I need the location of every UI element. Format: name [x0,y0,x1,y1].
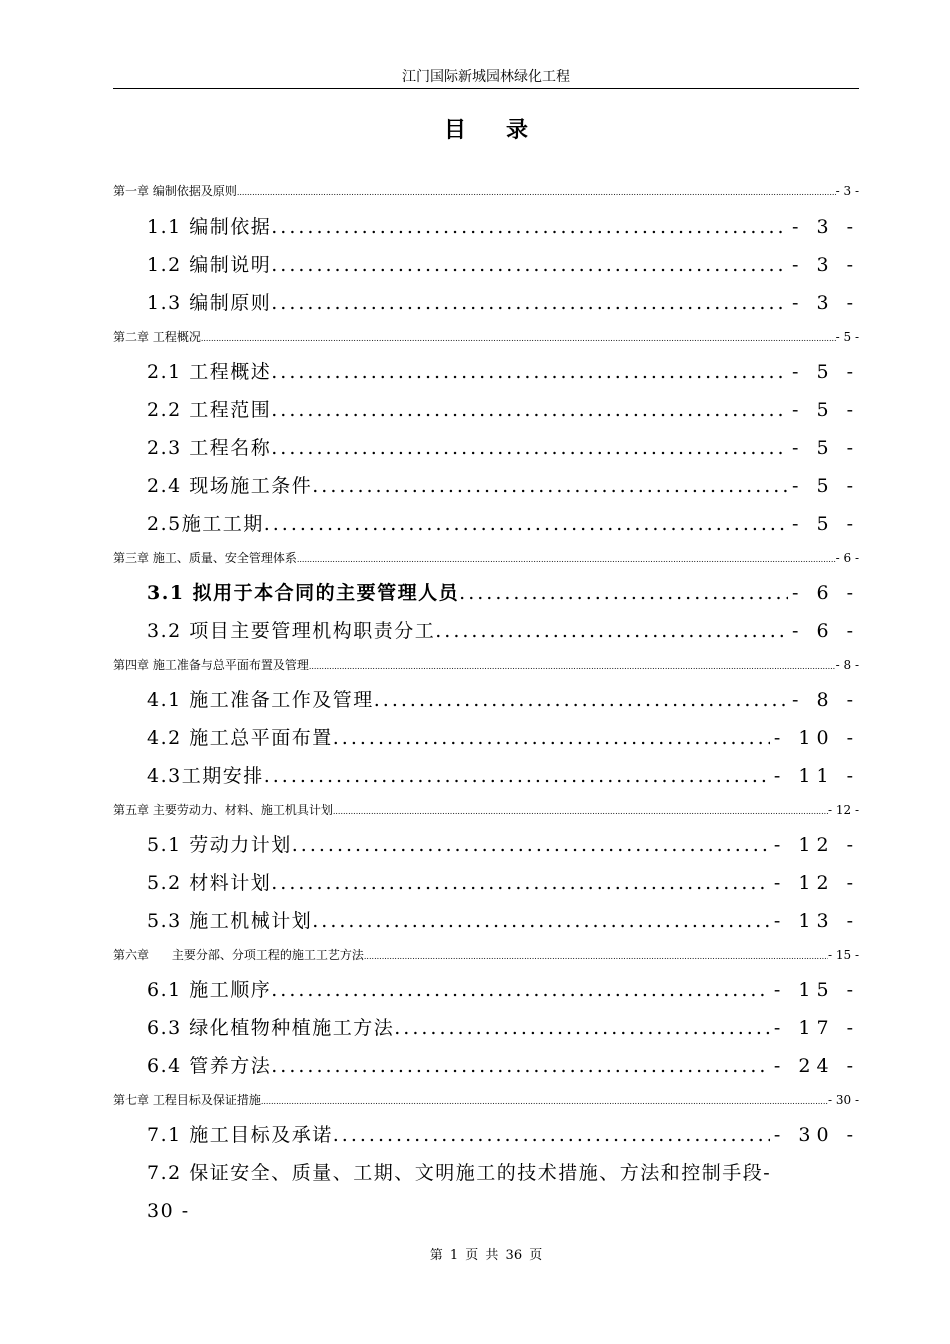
dot-leader [271,395,788,425]
toc-page: - 15 - [827,948,859,962]
toc-page: - 24 - [773,1055,859,1077]
toc-page: - 5 - [791,513,859,535]
toc-label: 2.3 工程名称 [147,437,272,459]
toc-chapter-1[interactable] [113,182,859,200]
dot-leader [264,509,788,539]
toc-page: - 11 - [773,765,859,787]
toc-label: 第二章 工程概况 [113,330,201,344]
dot-leader [364,946,828,966]
toc-page: - 12 - [773,834,859,856]
toc-page: - 3 - [791,254,859,276]
toc-page: - 13 - [773,910,859,932]
dot-leader [271,433,788,463]
toc-label: 3.2 项目主要管理机构职责分工 [147,620,436,642]
toc-label: 第六章 主要分部、分项工程的施工工艺方法 [113,948,364,962]
toc-chapter-5[interactable] [113,801,859,819]
dot-leader [271,357,788,387]
dot-leader [333,723,770,753]
toc-chapter-6[interactable] [113,946,859,964]
toc-page: - 5 - [791,437,859,459]
toc-page: - 8 - [835,658,859,672]
toc-section-5-3[interactable] [147,906,859,936]
toc-section-6-3[interactable] [147,1013,859,1043]
toc-page: - 3 - [791,216,859,238]
toc-chapter-2[interactable] [113,328,859,346]
toc-section-2-2[interactable] [147,395,859,425]
toc-section-2-4[interactable] [147,471,859,501]
toc-page: - 6 - [791,620,859,642]
dot-leader [374,685,788,715]
dot-leader [297,549,836,569]
toc-label: 第五章 主要劳动力、材料、施工机具计划 [113,803,333,817]
toc-page: - 12 - [773,872,859,894]
toc-label: 6.4 管养方法 [147,1055,272,1077]
dot-leader [309,656,836,676]
toc-label: 5.1 劳动力计划 [147,834,292,856]
page-header: 江门国际新城园林绿化工程 [402,69,570,85]
toc-title: 目录 [443,117,568,143]
toc-label: 2.1 工程概述 [147,361,272,383]
toc-label: 1.1 编制依据 [147,216,272,238]
dot-leader [333,1120,770,1150]
toc-section-4-2[interactable] [147,723,859,753]
toc-label: 6.3 绿化植物种植施工方法 [147,1017,395,1039]
toc-label: 6.1 施工顺序 [147,979,272,1001]
toc-section-2-5[interactable] [147,509,859,539]
toc-page: - 5 - [791,361,859,383]
toc-section-5-1[interactable] [147,830,859,860]
toc-section-2-3[interactable] [147,433,859,463]
dot-leader [333,801,828,821]
dot-leader [201,328,836,348]
dot-leader [271,250,788,280]
dot-leader [271,288,788,318]
toc-section-3-2[interactable] [147,616,859,646]
toc-label: 第四章 施工准备与总平面布置及管理 [113,658,309,672]
toc-label: 2.2 工程范围 [147,399,272,421]
toc-section-6-4[interactable] [147,1051,859,1081]
toc-label: 1.3 编制原则 [147,292,272,314]
header-rule [113,88,859,89]
toc-page: - 6 - [835,551,859,565]
dot-leader [271,212,788,242]
toc-label: 第七章 工程目标及保证措施 [113,1093,261,1107]
dot-leader [435,616,788,646]
dot-leader [271,1051,770,1081]
dot-leader [261,1091,828,1111]
toc-page: - 30 - [827,1093,859,1107]
toc-page: - 10 - [773,727,859,749]
toc-section-7-2-line2[interactable]: 30 - [147,1200,190,1222]
toc-section-1-2[interactable] [147,250,859,280]
toc-section-4-1[interactable] [147,685,859,715]
toc-page: - 5 - [791,475,859,497]
toc-section-1-3[interactable] [147,288,859,318]
toc-label: 3.1 拟用于本合同的主要管理人员 [147,582,460,604]
toc-label: 1.2 编制说明 [147,254,272,276]
toc-page: - 5 - [791,399,859,421]
toc-label: 第一章 编制依据及原则 [113,184,237,198]
toc-page: - 15 - [773,979,859,1001]
dot-leader [459,578,788,608]
toc-page: - 8 - [791,689,859,711]
toc-chapter-3[interactable] [113,549,859,567]
toc-label: 5.2 材料计划 [147,872,272,894]
toc-label: 5.3 施工机械计划 [147,910,313,932]
toc-section-1-1[interactable] [147,212,859,242]
toc-page: - 5 - [835,330,859,344]
toc-section-7-2-line1[interactable]: 7.2 保证安全、质量、工期、文明施工的技术措施、方法和控制手段- [147,1162,772,1184]
dot-leader [394,1013,770,1043]
toc-page: - 17 - [773,1017,859,1039]
toc-chapter-4[interactable] [113,656,859,674]
toc-page: - 3 - [835,184,859,198]
toc-page: - 6 - [791,582,859,604]
dot-leader [271,975,770,1005]
toc-label: 2.4 现场施工条件 [147,475,313,497]
dot-leader [312,471,788,501]
page-footer: 第 1 页 共 36 页 [429,1248,543,1263]
toc-label: 4.3工期安排 [147,765,264,787]
dot-leader [237,182,836,202]
toc-label: 4.1 施工准备工作及管理 [147,689,374,711]
toc-page: - 30 - [773,1124,859,1146]
toc-page: - 12 - [827,803,859,817]
toc-label: 第三章 施工、质量、安全管理体系 [113,551,297,565]
dot-leader [271,868,770,898]
toc-section-7-1[interactable] [147,1120,859,1150]
toc-section-3-1[interactable] [147,578,859,608]
dot-leader [292,830,770,860]
toc-section-5-2[interactable] [147,868,859,898]
toc-label: 2.5施工工期 [147,513,264,535]
dot-leader [312,906,770,936]
toc-section-6-1[interactable] [147,975,859,1005]
toc-label: 7.1 施工目标及承诺 [147,1124,333,1146]
toc-section-4-3[interactable] [147,761,859,791]
toc-section-2-1[interactable] [147,357,859,387]
toc-page: - 3 - [791,292,859,314]
dot-leader [264,761,770,791]
toc-chapter-7[interactable] [113,1091,859,1109]
toc-label: 4.2 施工总平面布置 [147,727,333,749]
